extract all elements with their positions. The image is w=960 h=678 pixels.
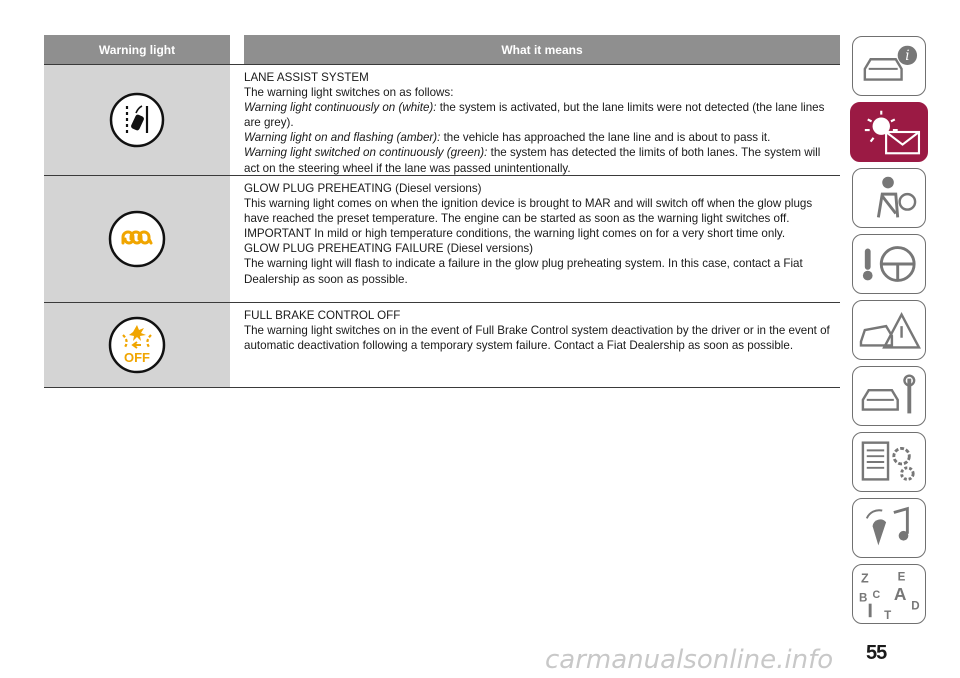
svg-text:D: D [911, 599, 920, 613]
svg-text:T: T [884, 609, 892, 623]
tab-warning-lights[interactable] [850, 102, 928, 162]
emergency-icon [853, 301, 925, 359]
warning-lights-table [44, 35, 840, 388]
full-brake-control-title: FULL BRAKE CONTROL OFF [244, 309, 401, 322]
table-header [44, 35, 840, 64]
technical-data-icon [853, 433, 925, 491]
tab-safety[interactable] [852, 168, 926, 228]
svg-text:C: C [872, 588, 881, 601]
full-brake-control-off-icon [107, 315, 167, 375]
svg-text:i: i [905, 48, 910, 65]
tab-starting-driving[interactable] [852, 234, 926, 294]
svg-text:A: A [893, 583, 907, 604]
multimedia-icon [853, 499, 925, 557]
svg-text:B: B [859, 591, 868, 605]
glow-plug-title: GLOW PLUG PREHEATING (Diesel versions) [244, 182, 482, 195]
table-row: LANE ASSIST SYSTEM The warning light switches on as follows: Warning light continuously on (white): the system is activated, but the lane limits were not detected (the lane lines are grey). Warning light on and flashing (amber): the vehicle has approached the lane line and is about to pass it. Warning light switched on continuously (green): the system has detected the limits of both lanes. The system will act on the steering wheel if the lane was passed unintentionally. [44, 64, 840, 175]
index-icon [853, 565, 925, 623]
safety-icon [853, 169, 925, 227]
lane-assist-title: LANE ASSIST SYSTEM [244, 71, 369, 84]
car-info-icon [853, 37, 925, 95]
glow-plug-icon [107, 209, 167, 269]
table-row: OFF FULL BRAKE CONTROL OFF The warning light switches on in the event of Full Brake Control system deactivation by the driver or in the event of automatic deactivation following a temporary system failure. Contact a Fiat Dealership as soon as possible. [44, 302, 840, 388]
table-row: GLOW PLUG PREHEATING (Diesel versions) This warning light comes on when the ignition device is brought to MAR and will switch off when the glow plugs have reached the preset temperature. The engine can be started as soon as the warning light switches off. IMPORTANT In mild or high temperature conditions, the warning light comes on for a very short time only. GLOW PLUG PREHEATING FAILURE (Diesel versions) The warning light will flash to indicate a failure in the glow plug preheating system. In this case, contact a Fiat Dealership as soon as possible. [44, 175, 840, 302]
header-what-it-means: What it means [244, 35, 840, 64]
watermark: carmanualsonline.info [545, 645, 834, 675]
svg-text:E: E [897, 570, 906, 584]
svg-text:Z: Z [860, 571, 869, 586]
page-number: 55 [866, 642, 887, 664]
starting-driving-icon [853, 235, 925, 293]
lane-assist-icon [108, 91, 166, 149]
tab-emergency[interactable] [852, 300, 926, 360]
header-warning-light: Warning light [44, 35, 230, 64]
warning-lights-icon [851, 103, 927, 161]
tab-index[interactable] [852, 564, 926, 624]
tab-multimedia[interactable] [852, 498, 926, 558]
tab-technical-data[interactable] [852, 432, 926, 492]
maintenance-icon [853, 367, 925, 425]
tab-car-info[interactable] [852, 36, 926, 96]
off-label: OFF [124, 350, 150, 365]
tab-maintenance[interactable] [852, 366, 926, 426]
